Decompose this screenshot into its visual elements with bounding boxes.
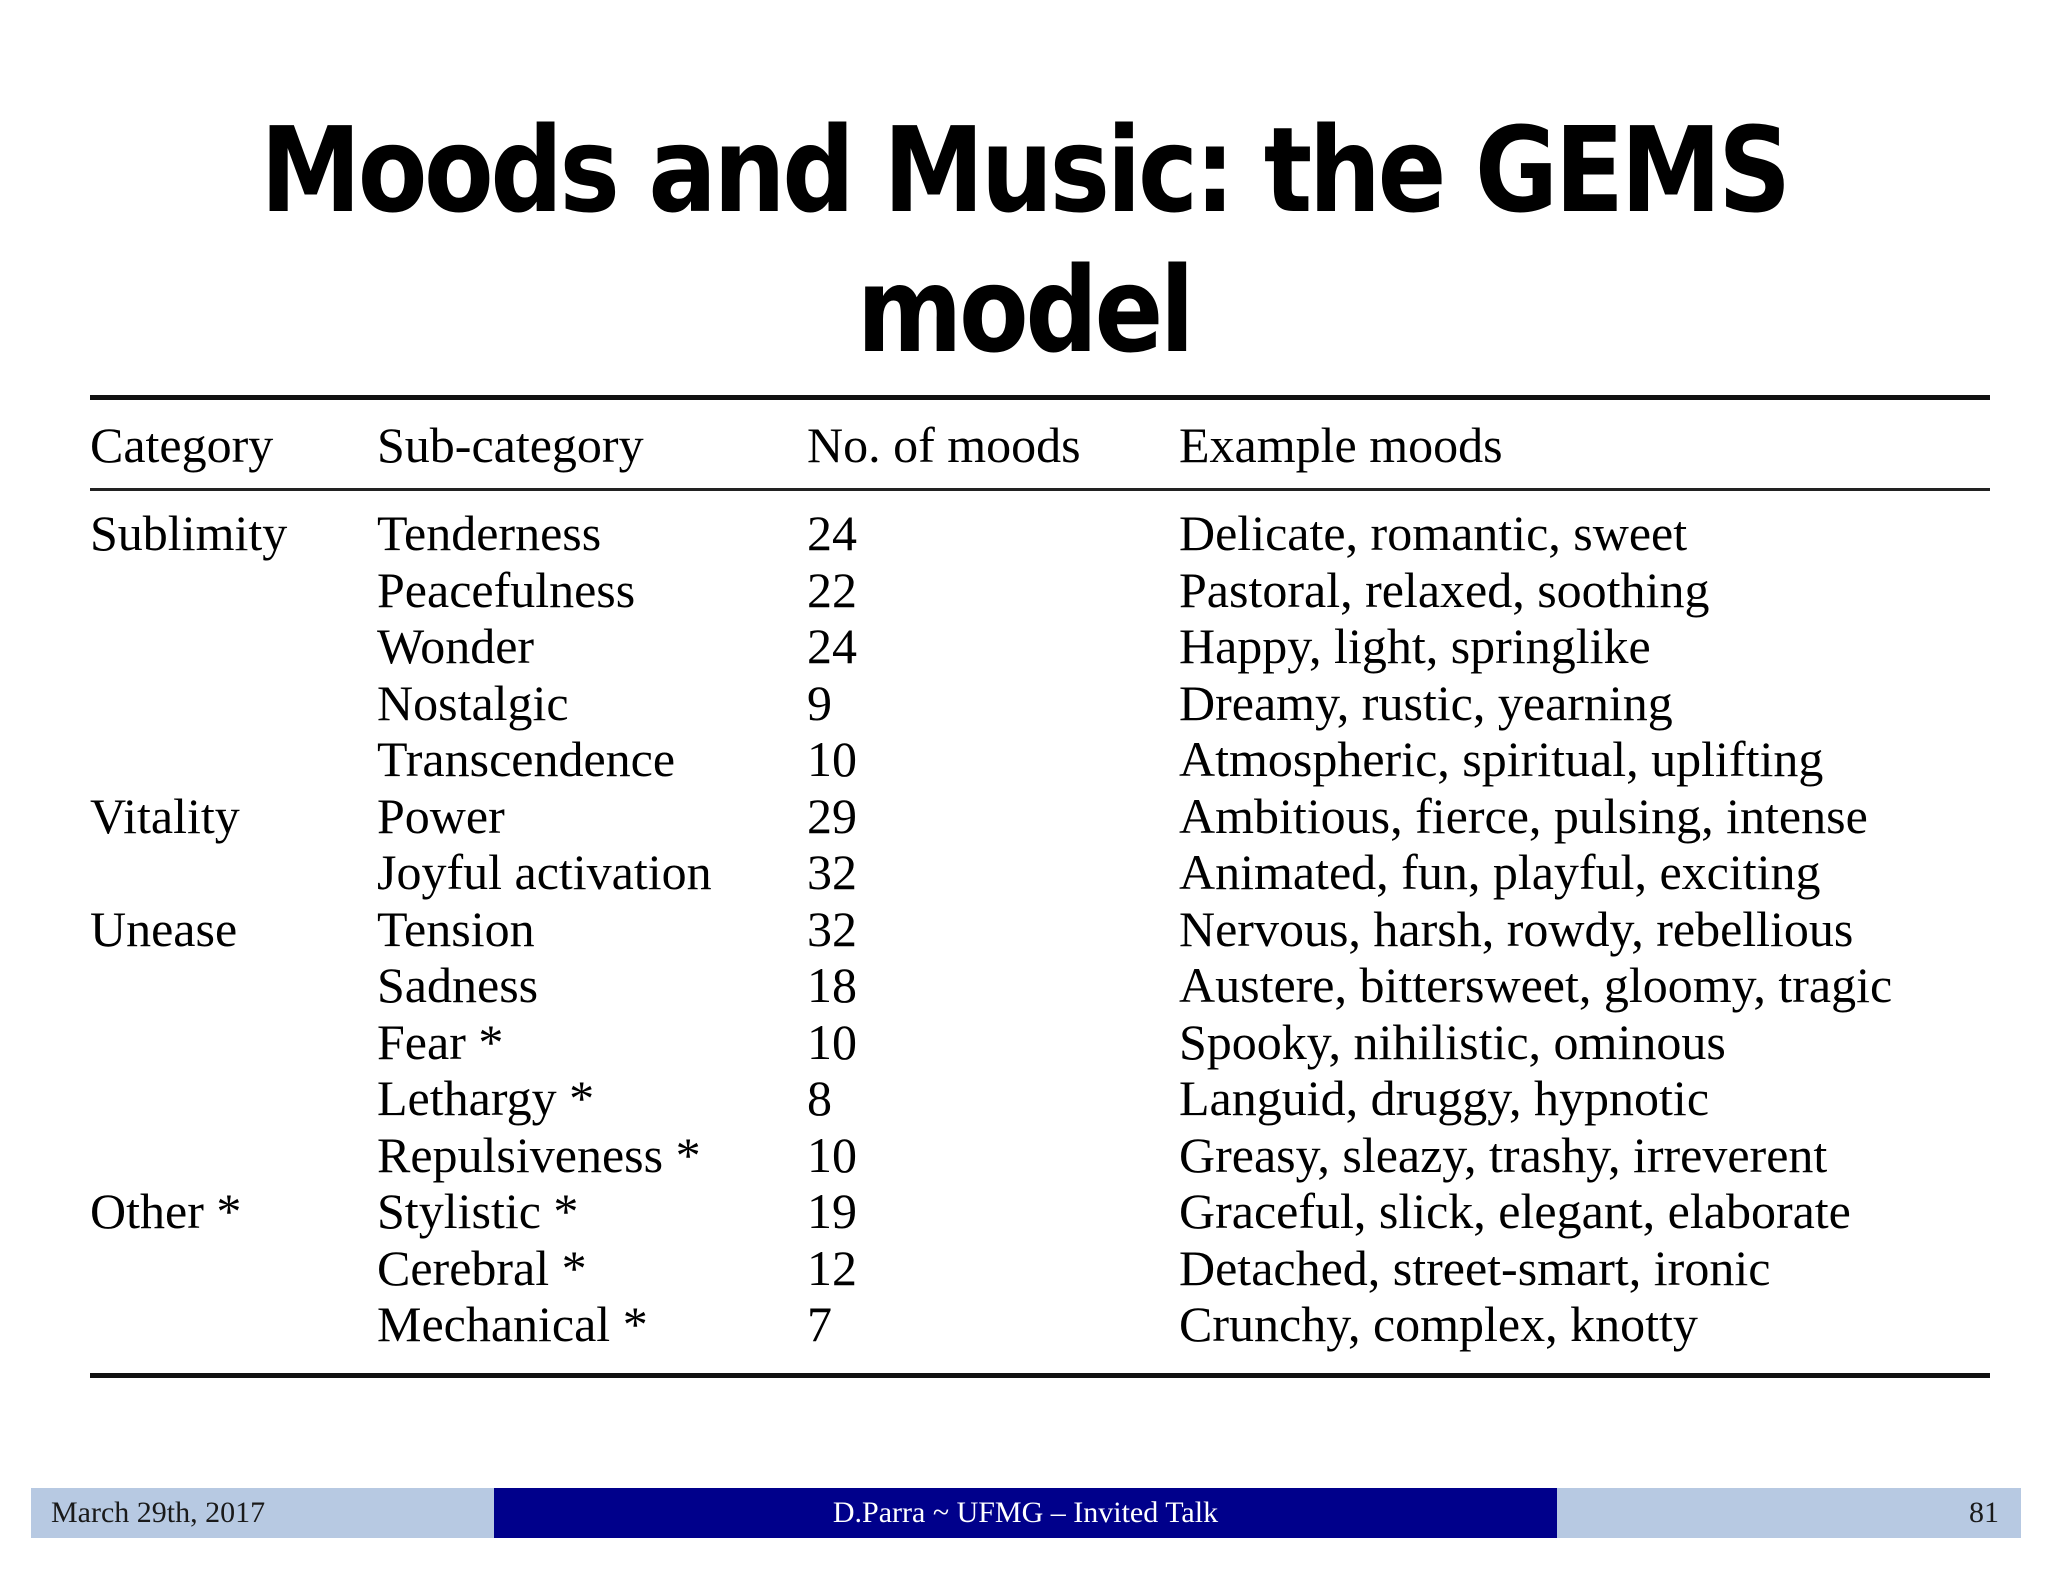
cell-sub-category: Tenderness <box>377 505 602 561</box>
cell-no-of-moods: 18 <box>807 957 857 1013</box>
cell-sub-category: Wonder <box>377 618 535 674</box>
cell-example-moods: Animated, fun, playful, exciting <box>1179 844 1821 900</box>
cell-sub-category: Sadness <box>377 957 539 1013</box>
cell-no-of-moods: 10 <box>807 1126 857 1183</box>
cell-no-of-moods: 8 <box>807 1070 832 1126</box>
table-row <box>90 505 1990 562</box>
cell-sub-category: Power <box>377 787 505 844</box>
cell-example-moods: Crunchy, complex, knotty <box>1179 1296 1698 1352</box>
cell-no-of-moods: 24 <box>807 618 857 674</box>
table-row <box>90 1127 1990 1184</box>
header-no-of-moods: No. of moods <box>807 417 1081 473</box>
cell-example-moods: Greasy, sleazy, trashy, irreverent <box>1179 1126 1828 1183</box>
cell-sub-category: Transcendence <box>377 731 676 787</box>
cell-no-of-moods: 22 <box>807 561 857 618</box>
cell-example-moods: Pastoral, relaxed, soothing <box>1179 561 1710 618</box>
table-row <box>90 1070 1990 1127</box>
footer-date-panel <box>31 1488 494 1538</box>
table-row <box>90 731 1990 788</box>
cell-example-moods: Ambitious, fierce, pulsing, intense <box>1179 787 1868 844</box>
header-sub-category: Sub-category <box>377 417 644 473</box>
cell-no-of-moods: 10 <box>807 1013 857 1070</box>
cell-sub-category: Lethargy * <box>377 1070 595 1126</box>
cell-no-of-moods: 29 <box>807 787 857 844</box>
table-row <box>90 562 1990 619</box>
table-row <box>90 788 1990 845</box>
table-row <box>90 957 1990 1014</box>
table-bottom-rule <box>90 1373 1990 1378</box>
cell-example-moods: Graceful, slick, elegant, elaborate <box>1179 1183 1851 1239</box>
table-body <box>90 505 1990 1353</box>
slide-footer <box>31 1488 2021 1538</box>
cell-no-of-moods: 10 <box>807 731 857 787</box>
cell-no-of-moods: 12 <box>807 1239 857 1296</box>
cell-sub-category: Fear * <box>377 1013 504 1070</box>
cell-sub-category: Nostalgic <box>377 674 569 731</box>
cell-category: Other * <box>90 1183 242 1239</box>
table-row <box>90 1183 1990 1240</box>
cell-example-moods: Austere, bittersweet, gloomy, tragic <box>1179 957 1893 1013</box>
cell-example-moods: Spooky, nihilistic, ominous <box>1179 1013 1726 1070</box>
cell-no-of-moods: 32 <box>807 844 857 900</box>
cell-no-of-moods: 19 <box>807 1183 857 1239</box>
footer-date: March 29th, 2017 <box>51 1496 266 1529</box>
footer-title: D.Parra ~ UFMG – Invited Talk <box>832 1496 1219 1529</box>
table-top-rule <box>90 395 1990 400</box>
table-row <box>90 844 1990 901</box>
table-header-row <box>90 415 1990 475</box>
footer-page-panel <box>1557 1488 2021 1538</box>
footer-title-panel <box>494 1488 1557 1538</box>
cell-category: Sublimity <box>90 505 288 561</box>
cell-example-moods: Dreamy, rustic, yearning <box>1179 674 1673 731</box>
cell-sub-category: Repulsiveness * <box>377 1126 701 1183</box>
cell-sub-category: Tension <box>377 900 535 957</box>
table-header-rule <box>90 488 1990 491</box>
cell-example-moods: Languid, druggy, hypnotic <box>1179 1070 1710 1126</box>
cell-example-moods: Happy, light, springlike <box>1179 618 1651 674</box>
table-row <box>90 1240 1990 1297</box>
cell-sub-category: Stylistic * <box>377 1183 579 1239</box>
header-category: Category <box>90 417 274 473</box>
cell-no-of-moods: 7 <box>807 1296 832 1352</box>
cell-category: Vitality <box>90 787 240 844</box>
cell-sub-category: Joyful activation <box>377 844 712 900</box>
cell-sub-category: Cerebral * <box>377 1239 587 1296</box>
table-row <box>90 1296 1990 1353</box>
table-row <box>90 675 1990 732</box>
cell-sub-category: Mechanical * <box>377 1296 648 1352</box>
cell-category: Unease <box>90 900 238 957</box>
table-row <box>90 901 1990 958</box>
cell-example-moods: Nervous, harsh, rowdy, rebellious <box>1179 900 1854 957</box>
cell-no-of-moods: 24 <box>807 505 857 561</box>
cell-sub-category: Peacefulness <box>377 561 636 618</box>
cell-example-moods: Atmospheric, spiritual, uplifting <box>1179 731 1824 787</box>
header-example-moods: Example moods <box>1179 417 1503 473</box>
cell-no-of-moods: 32 <box>807 900 857 957</box>
slide-title: Moods and Music: the GEMS model <box>260 101 1788 379</box>
cell-example-moods: Detached, street-smart, ironic <box>1179 1239 1771 1296</box>
footer-page-number: 81 <box>1969 1496 1999 1529</box>
table-row <box>90 1014 1990 1071</box>
cell-example-moods: Delicate, romantic, sweet <box>1179 505 1688 561</box>
cell-no-of-moods: 9 <box>807 674 832 731</box>
table-row <box>90 618 1990 675</box>
